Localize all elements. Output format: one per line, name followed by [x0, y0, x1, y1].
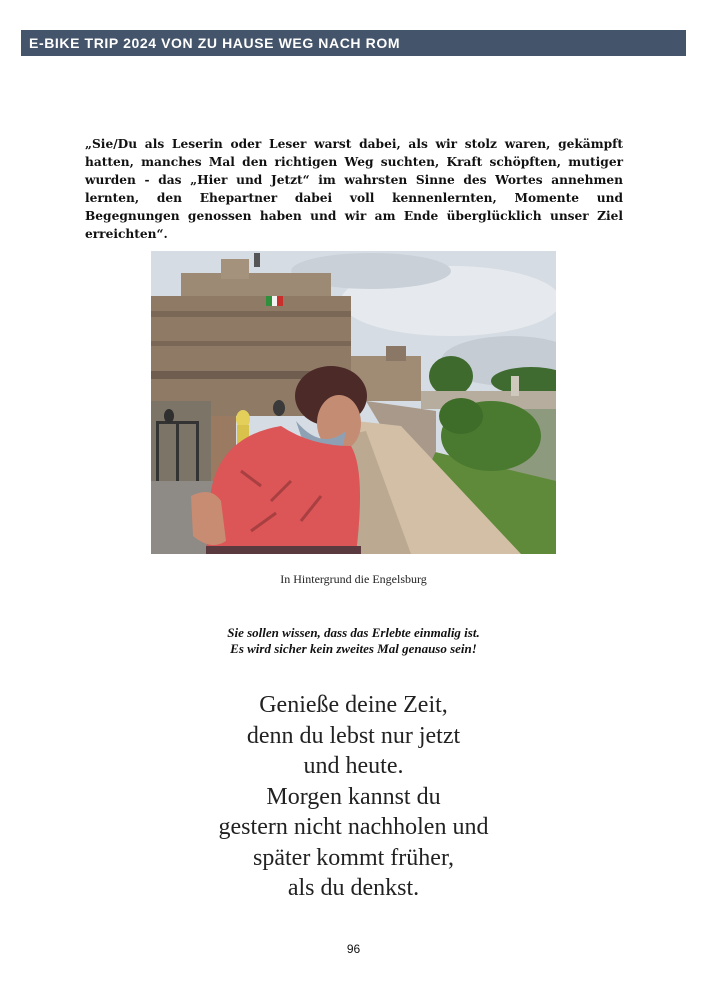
header-title: E-BIKE TRIP 2024 VON ZU HAUSE WEG NACH ROM: [29, 35, 401, 51]
page-number: 96: [346, 942, 361, 956]
saying: [0, 625, 707, 657]
saying-line-1: Sie sollen wissen, dass das Erlebte einmalig ist.: [227, 625, 480, 640]
poem: [0, 690, 707, 904]
photo-caption: In Hintergrund die Engelsburg: [280, 572, 427, 586]
header-bar: [21, 30, 686, 56]
poem-line: gestern nicht nachholen und: [218, 814, 489, 840]
poem-line: Morgen kannst du: [266, 783, 441, 810]
photo-engelsburg: [151, 251, 556, 554]
poem-line: Genieße deine Zeit,: [259, 692, 448, 718]
poem-line: und heute.: [303, 753, 404, 779]
saying-line-2: Es wird sicher kein zweites Mal genauso sein!: [230, 641, 477, 656]
poem-line: denn du lebst nur jetzt: [246, 722, 461, 749]
intro-paragraph: „Sie/Du als Leserin oder Leser warst dabei, als wir stolz waren, gekämpft hatten, manches Mal den richtigen Weg suchten, Kraft schöpften, mutiger wurden - das „Hier und Jetzt“ im wahrsten Sinne des Wortes annehmen lernten, den Ehepartner dabei voll kennenlernten, Momente und Begegnungen genossen haben und wir am Ende überglücklich unser Ziel erreichten“.: [85, 137, 623, 241]
poem-line: später kommt früher,: [253, 844, 454, 871]
poem-line: als du denkst.: [287, 875, 420, 901]
